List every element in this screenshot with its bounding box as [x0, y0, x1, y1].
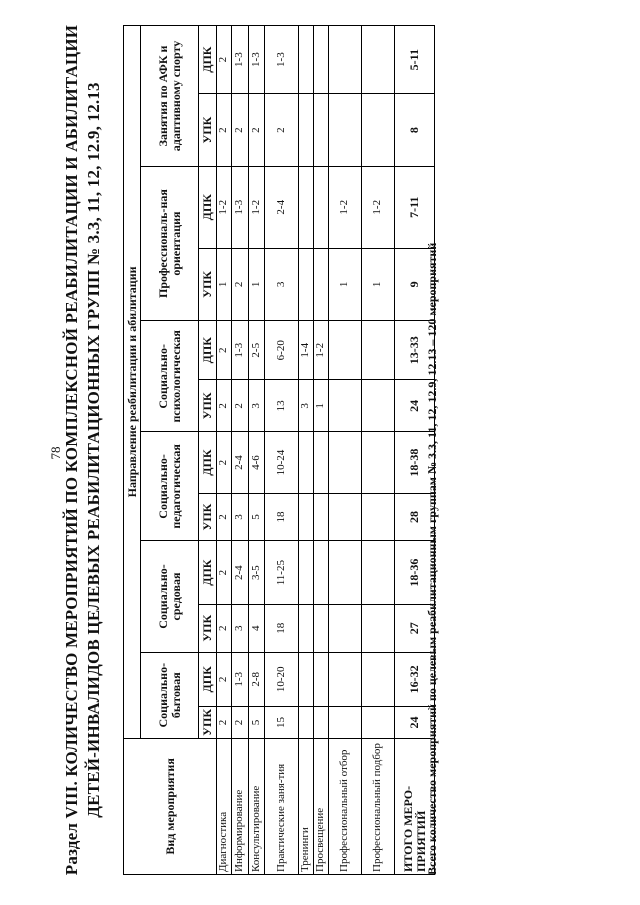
row-label: Практические заня-тия	[265, 738, 299, 874]
header-group: Занятия по АФК и адаптивному спорту	[141, 26, 199, 167]
table-cell: 2	[217, 493, 232, 541]
table-cell: 8	[395, 94, 435, 167]
table-cell: 2	[217, 380, 232, 432]
table-cell: 1-3	[232, 166, 249, 248]
table-cell: 1-3	[232, 652, 249, 706]
table-row	[314, 26, 329, 875]
table-cell	[362, 707, 395, 739]
table-cell: 1-3	[232, 321, 249, 380]
table-cell: 4	[249, 604, 265, 652]
table-cell	[362, 321, 395, 380]
section-title-line-1: Раздел VIII. КОЛИЧЕСТВО МЕРОПРИЯТИЙ ПО КОМПЛЕКСНОЙ РЕАБИЛИТАЦИИ И АБИЛИТАЦИИ	[62, 24, 81, 876]
table-cell: 3	[232, 493, 249, 541]
table-cell	[314, 541, 329, 605]
header-dpk: ДПК	[199, 166, 217, 248]
table-row	[232, 26, 249, 875]
table-cell	[362, 541, 395, 605]
table-cell	[329, 541, 362, 605]
table-cell	[329, 432, 362, 493]
table-cell	[329, 94, 362, 167]
table-cell: 2	[217, 94, 232, 167]
total-summary: Всего количество мероприятий по целевым реабилитационным группам № 3.3, 11, 12, 12.9, 12.13 – 120 мероприятий	[425, 242, 439, 875]
table-cell	[299, 541, 314, 605]
table-cell: 3-5	[249, 541, 265, 605]
table-cell: 1-2	[249, 166, 265, 248]
table-row	[265, 26, 299, 875]
table-cell: 1-2	[314, 321, 329, 380]
header-dpk: ДПК	[199, 26, 217, 94]
table-cell: 18-36	[395, 541, 435, 605]
table-cell: 2	[217, 432, 232, 493]
table-cell: 2	[232, 707, 249, 739]
table-cell: 2-4	[232, 541, 249, 605]
table-cell: 5	[249, 707, 265, 739]
table-cell: 1	[314, 380, 329, 432]
table-cell: 18	[265, 604, 299, 652]
table-cell	[362, 94, 395, 167]
table-cell: 2	[249, 94, 265, 167]
table-cell	[299, 166, 314, 248]
table-cell: 1	[217, 248, 232, 321]
header-group: Социально-бытовая	[141, 652, 199, 738]
table-cell: 18-38	[395, 432, 435, 493]
table-cell: 27	[395, 604, 435, 652]
table-cell	[329, 604, 362, 652]
header-upk: УПК	[199, 248, 217, 321]
header-direction: Направление реабилитации и абилитации	[124, 26, 141, 739]
table-cell: 2	[217, 541, 232, 605]
table-cell: 24	[395, 380, 435, 432]
table-cell	[362, 432, 395, 493]
table-cell: 15	[265, 707, 299, 739]
table-cell	[314, 604, 329, 652]
table-cell	[362, 493, 395, 541]
header-dpk: ДПК	[199, 432, 217, 493]
table-cell: 1-3	[265, 26, 299, 94]
table-cell	[299, 248, 314, 321]
table-cell: 2-4	[232, 432, 249, 493]
table-cell: 2	[217, 26, 232, 94]
table-cell	[362, 652, 395, 706]
header-group: Социально-педагогическая	[141, 432, 199, 541]
table-row	[362, 26, 395, 875]
table-cell: 2-5	[249, 321, 265, 380]
table-cell	[314, 432, 329, 493]
table-cell	[299, 652, 314, 706]
table-cell: 1	[329, 248, 362, 321]
table-cell	[329, 493, 362, 541]
table-cell: 2	[265, 94, 299, 167]
section-title-line-2: ДЕТЕЙ-ИНВАЛИДОВ ЦЕЛЕВЫХ РЕАБИЛИТАЦИОННЫХ ГРУПП № 3.3, 11, 12, 12.9, 12.13	[84, 82, 103, 818]
table-cell	[329, 26, 362, 94]
header-group: Профессиональ-ная ориентация	[141, 166, 199, 320]
table-cell	[314, 652, 329, 706]
row-label: Диагностика	[217, 738, 232, 874]
table-cell: 3	[249, 380, 265, 432]
table-cell	[314, 94, 329, 167]
table-cell: 18	[265, 493, 299, 541]
table-cell: 6-20	[265, 321, 299, 380]
table-cell	[314, 166, 329, 248]
table-cell: 5-11	[395, 26, 435, 94]
table-cell: 2-8	[249, 652, 265, 706]
table-cell: 1-3	[232, 26, 249, 94]
row-label: Профессиональный подбор	[362, 738, 395, 874]
row-label: Профессиональный отбор	[329, 738, 362, 874]
table-row	[249, 26, 265, 875]
table-row	[299, 26, 314, 875]
table-cell: 10-24	[265, 432, 299, 493]
header-upk: УПК	[199, 94, 217, 167]
table-cell: 2	[217, 707, 232, 739]
table-cell	[329, 380, 362, 432]
table-cell: 10-20	[265, 652, 299, 706]
table-cell: 1-2	[362, 166, 395, 248]
row-label: Тренинги	[299, 738, 314, 874]
row-label: Информирование	[232, 738, 249, 874]
header-upk: УПК	[199, 604, 217, 652]
table-cell: 1	[249, 248, 265, 321]
table-cell: 3	[299, 380, 314, 432]
table-cell	[314, 248, 329, 321]
header-dpk: ДПК	[199, 541, 217, 605]
table-cell: 2	[217, 321, 232, 380]
table-cell: 2	[217, 604, 232, 652]
table-cell	[329, 321, 362, 380]
row-label: Просвещение	[314, 738, 329, 874]
table-cell	[299, 26, 314, 94]
table-cell: 11-25	[265, 541, 299, 605]
table-cell: 9	[395, 248, 435, 321]
table-cell: 2	[232, 380, 249, 432]
header-upk: УПК	[199, 380, 217, 432]
table-cell	[329, 652, 362, 706]
table-cell: 7-11	[395, 166, 435, 248]
table-cell: 3	[232, 604, 249, 652]
table-cell	[329, 707, 362, 739]
table-cell: 2-4	[265, 166, 299, 248]
table-cell: 5	[249, 493, 265, 541]
table-cell	[299, 707, 314, 739]
table-cell	[314, 26, 329, 94]
table-cell	[362, 604, 395, 652]
table-cell: 1	[362, 248, 395, 321]
header-dpk: ДПК	[199, 321, 217, 380]
table-row	[329, 26, 362, 875]
table-cell	[299, 604, 314, 652]
table-cell	[314, 493, 329, 541]
header-upk: УПК	[199, 493, 217, 541]
table-cell: 2	[217, 652, 232, 706]
table-cell	[362, 380, 395, 432]
header-upk: УПК	[199, 707, 217, 739]
table-cell: 1-2	[217, 166, 232, 248]
table-cell: 16-32	[395, 652, 435, 706]
table-cell: 1-2	[329, 166, 362, 248]
row-label: ИТОГО МЕРО-ПРИЯТИЙ	[395, 738, 435, 874]
table-cell	[299, 94, 314, 167]
table-cell: 2	[232, 248, 249, 321]
table-cell: 2	[232, 94, 249, 167]
table-row	[217, 26, 232, 875]
table-cell	[299, 432, 314, 493]
table-cell: 28	[395, 493, 435, 541]
table-cell: 1-4	[299, 321, 314, 380]
table-cell: 24	[395, 707, 435, 739]
header-dpk: ДПК	[199, 652, 217, 706]
activities-table	[123, 25, 435, 875]
row-label: Консультирование	[249, 738, 265, 874]
header-group: Социально-психологическая	[141, 321, 199, 432]
rotated-page-content	[0, 10, 620, 890]
header-group: Социально-средовая	[141, 541, 199, 652]
header-activity-type: Вид мероприятия	[124, 738, 217, 874]
table-cell	[299, 493, 314, 541]
table-cell: 13-33	[395, 321, 435, 380]
page-number: 78	[48, 446, 63, 460]
table-cell: 1-3	[249, 26, 265, 94]
table-cell	[362, 26, 395, 94]
table-cell: 4-6	[249, 432, 265, 493]
table-cell: 13	[265, 380, 299, 432]
table-cell	[314, 707, 329, 739]
table-cell: 3	[265, 248, 299, 321]
